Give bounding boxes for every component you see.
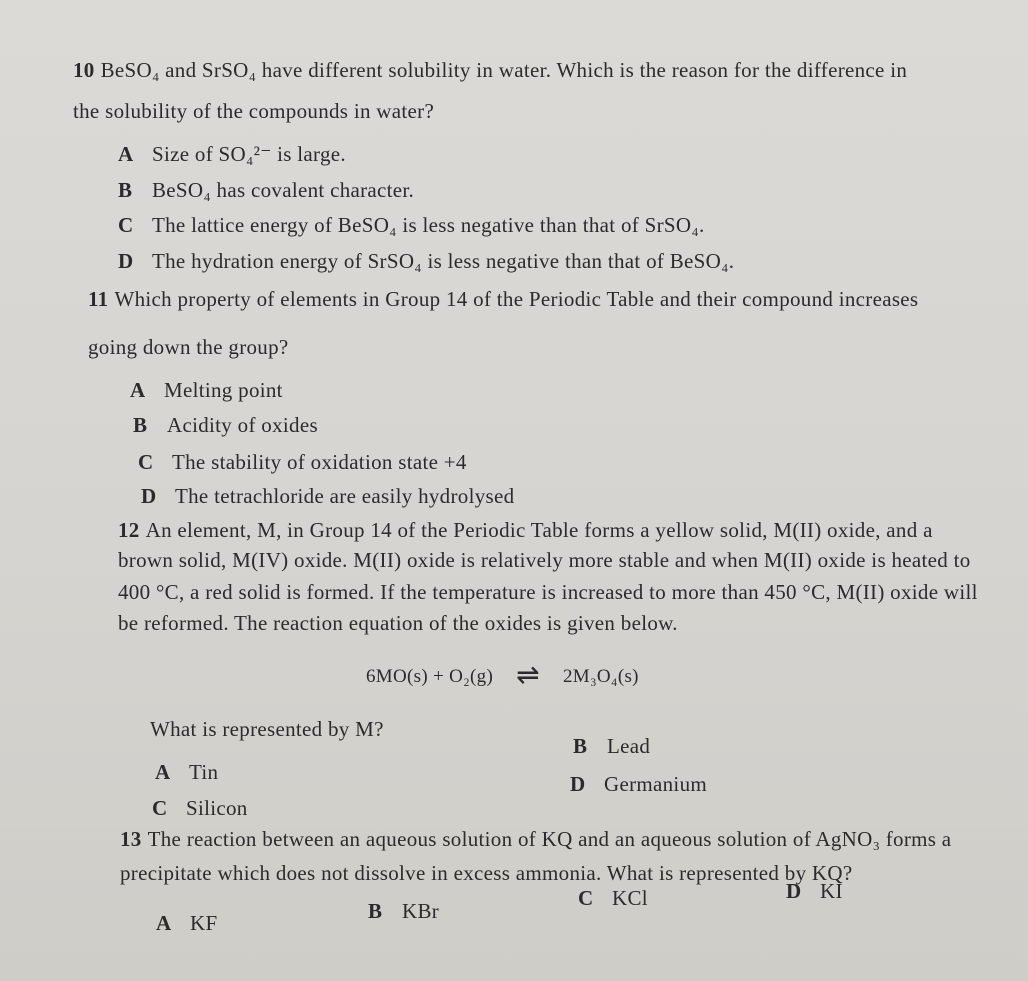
option-letter: B bbox=[118, 178, 133, 202]
option-text: Lead bbox=[607, 734, 651, 758]
q12-option-a bbox=[155, 760, 218, 785]
option-letter: C bbox=[138, 450, 154, 474]
q11-option-c bbox=[138, 450, 467, 475]
q10-line2: the solubility of the compounds in water? bbox=[73, 99, 435, 123]
option-letter: D bbox=[141, 484, 157, 508]
option-letter: A bbox=[156, 911, 172, 935]
option-text: Melting point bbox=[164, 378, 283, 402]
q11-option-b bbox=[133, 413, 318, 438]
option-letter: B bbox=[368, 899, 383, 923]
q11-line2: going down the group? bbox=[88, 335, 289, 359]
equilibrium-arrow-icon: ⇌ bbox=[516, 660, 540, 691]
q11-option-a bbox=[130, 378, 283, 403]
q12-line2: brown solid, M(IV) oxide. M(II) oxide is relatively more stable and when M(II) oxide is heated to bbox=[118, 548, 971, 572]
option-letter: A bbox=[130, 378, 146, 402]
equation-reactants: 6MO(s) + O₂(g) bbox=[366, 666, 494, 687]
option-text: KBr bbox=[402, 899, 440, 923]
q13-option-b bbox=[368, 899, 439, 924]
option-text: Size of SO₄²⁻ is large. bbox=[152, 142, 346, 166]
option-text: KI bbox=[820, 879, 843, 903]
q11-text-1: Which property of elements in Group 14 of the Periodic Table and their compound increases bbox=[114, 287, 919, 311]
option-letter: A bbox=[155, 760, 171, 784]
q13-line2: precipitate which does not dissolve in excess ammonia. What is represented by KQ? bbox=[120, 861, 853, 885]
option-letter: D bbox=[786, 879, 802, 903]
option-text: KF bbox=[190, 911, 218, 935]
q11-line1 bbox=[88, 287, 918, 312]
q12-line4: be reformed. The reaction equation of the oxides is given below. bbox=[118, 611, 678, 635]
q10-option-b bbox=[118, 178, 414, 203]
option-text: Germanium bbox=[604, 772, 708, 796]
q10-line1 bbox=[73, 58, 907, 83]
q12-line3: 400 °C, a red solid is formed. If the temperature is increased to more than 450 °C, M(II) oxide will bbox=[118, 580, 978, 604]
q13-option-a bbox=[156, 911, 217, 936]
q12-question: What is represented by M? bbox=[150, 717, 384, 741]
option-letter: C bbox=[152, 796, 168, 820]
q12-text-1: An element, M, in Group 14 of the Periodic Table forms a yellow solid, M(II) oxide, and a bbox=[145, 518, 933, 542]
option-text: The lattice energy of BeSO₄ is less negative than that of SrSO₄. bbox=[152, 213, 705, 237]
option-text: Silicon bbox=[186, 796, 248, 820]
option-text: The tetrachloride are easily hydrolysed bbox=[175, 484, 515, 508]
q10-text-1: BeSO₄ and SrSO₄ have different solubility in water. Which is the reason for the difference in bbox=[100, 58, 908, 82]
option-text: Tin bbox=[189, 760, 219, 784]
q13-number: 13 bbox=[120, 827, 142, 851]
q12-number: 12 bbox=[118, 518, 140, 542]
option-text: The hydration energy of SrSO₄ is less negative than that of BeSO₄. bbox=[152, 249, 735, 273]
option-text: Acidity of oxides bbox=[167, 413, 318, 437]
q12-option-b bbox=[573, 734, 650, 759]
option-text: KCl bbox=[612, 886, 648, 910]
option-letter: C bbox=[578, 886, 594, 910]
q13-option-d bbox=[786, 879, 843, 904]
option-letter: A bbox=[118, 142, 134, 166]
q13-line1 bbox=[120, 827, 951, 852]
option-text: BeSO₄ has covalent character. bbox=[152, 178, 415, 202]
option-text: The stability of oxidation state +4 bbox=[172, 450, 467, 474]
q12-line1 bbox=[118, 518, 933, 543]
q12-equation bbox=[366, 656, 639, 690]
q12-option-c bbox=[152, 796, 248, 821]
q13-text-1: The reaction between an aqueous solution of KQ and an aqueous solution of AgNO₃ forms a bbox=[147, 827, 952, 851]
option-letter: B bbox=[573, 734, 588, 758]
q10-option-a bbox=[118, 142, 346, 167]
option-letter: D bbox=[570, 772, 586, 796]
q12-option-d bbox=[570, 772, 707, 797]
option-letter: D bbox=[118, 249, 134, 273]
equation-products: 2M₃O₄(s) bbox=[562, 666, 639, 687]
option-letter: B bbox=[133, 413, 148, 437]
q11-option-d bbox=[141, 484, 514, 509]
q10-option-d bbox=[118, 249, 734, 274]
option-letter: C bbox=[118, 213, 134, 237]
q10-number: 10 bbox=[73, 58, 95, 82]
q13-option-c bbox=[578, 886, 648, 911]
q11-number: 11 bbox=[88, 287, 109, 311]
q10-option-c bbox=[118, 213, 705, 238]
